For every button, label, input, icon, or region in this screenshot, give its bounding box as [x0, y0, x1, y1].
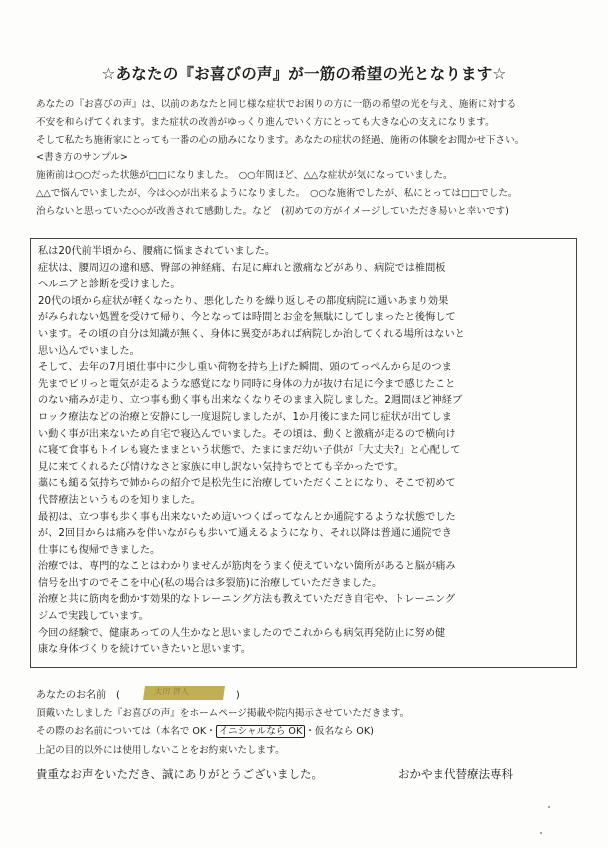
- testimonial-line: そして、去年の7月頃仕事中に少し重い荷物を持ち上げた瞬間、頭のてっぺんから足のつま: [38, 362, 452, 374]
- testimonial-line: に寝て食事もトイレも寝たままという状態で、たまにまだ幼い子供が「大丈夫?」と心配して: [38, 445, 461, 457]
- clinic-name: おかやま代替療法専科: [398, 767, 513, 781]
- intro-line: そして私たち施術家にとっても一番の心の励みになります。あなたの症状の経過、施術の体験をお聞かせ下さい。: [36, 135, 525, 147]
- name-option-suffix: ・仮名なら OK): [305, 726, 374, 737]
- publish-notice: 頂戴いたしました『お喜びの声』をホームページ掲載や院内掲示させていただきます。: [36, 708, 410, 719]
- testimonial-line: 私は20代前半頃から、腰痛に悩まされていました。: [38, 246, 276, 257]
- thanks-message: 貴重なお声をいただき、誠にありがとうございました。: [36, 767, 324, 781]
- intro-line: あなたの『お喜びの声』は、以前のあなたと同じ様な症状でお困りの方に一筋の希望の光を与え、施術に対する: [36, 99, 517, 110]
- name-label: あなたのお名前: [36, 690, 106, 701]
- privacy-notice: 上記の目的以外には使用しないことをお約束いたします。: [36, 745, 285, 756]
- testimonial-line: 藁にも縋る気持ちで姉からの紹介で是松先生に治療していただくことになり、そこで初めて: [38, 478, 456, 490]
- name-paren-open: (: [116, 690, 120, 701]
- testimonial-line: 最初は、立つ事も歩く事も出来ないため這いつくばってなんとか通院するような状態でした: [38, 511, 456, 523]
- testimonial-line: 20代の頃から症状が軽くなったり、悪化したりを繰り返しその都度病院に通いあまり効果: [38, 295, 449, 307]
- name-value: 太田 啓人: [153, 687, 190, 696]
- testimonial-line: 治療と共に筋肉を動かす効果的なトレーニング方法も教えていただき自宅や、トレーニング: [38, 594, 456, 606]
- testimonial-line: がみられない処置を受けて帰り、今となっては時間とお金を無駄にしてしまったと後悔して: [38, 312, 456, 324]
- testimonial-line: のない痛みが走り、立つ事も動く事も出来なくなりそのまま入院しました。2週間ほど神経ブ: [38, 395, 463, 407]
- testimonial-line: 信号を出すのでそこを中心(私の場合は多裂筋)に治療していただきました。: [38, 577, 383, 589]
- name-option-line: [36, 723, 374, 737]
- testimonial-line: 見に来てくれるたび情けなさと家族に申し訳ない気持ちでとても辛かったです。: [38, 461, 404, 473]
- intro-line: 不安を和らげてくれます。また症状の改善がゆっくり進んでいく方にとっても大きな心の支えになります。: [36, 117, 495, 129]
- page-title: ☆あなたの『お喜びの声』が一筋の希望の光となります☆: [101, 65, 507, 83]
- testimonial-line: い動く事が出来ないため自宅で寝込んでいました。その頃は、動くと激痛が走るので横向け: [38, 428, 456, 440]
- testimonial-line: 康な身体づくりを続けていきたいと思います。: [38, 644, 252, 656]
- testimonial-line: 治療では、専門的なことはわかりませんが筋肉をうまく使えていない箇所があると脳が痛み: [38, 561, 456, 573]
- sample-line: 施術前は○○だった状態が□□になりました。 ○○年間ほど、△△な症状が気になっていました。: [36, 169, 453, 181]
- scan-speck: [540, 832, 542, 834]
- testimonial-line: ジムで実践しています。: [38, 611, 149, 623]
- testimonial-line: ヘルニアと診断を受けました。: [38, 279, 181, 291]
- testimonial-line: 先までビリっと電気が走るような感覚になり同時に身体の力が抜け右足に今まで感じたこと: [38, 378, 456, 390]
- name-option-selected: イニシャルなら OK: [216, 725, 305, 738]
- testimonial-line: 仕事にも復帰できました。: [38, 544, 161, 556]
- intro-paragraph: [36, 96, 576, 221]
- name-option-prefix: その際のお名前については（本名で OK・: [36, 726, 216, 737]
- testimonial-line: 思い込んでいました。: [38, 345, 140, 357]
- scan-speck: [548, 806, 550, 808]
- sample-heading: <書き方のサンプル>: [36, 151, 128, 163]
- sample-line: 治らないと思っていた◇◇が改善されて感動した。など (初めての方がイメージしていただき易いと幸いです): [36, 206, 509, 218]
- testimonial-line: 代替療法というものを知りました。: [38, 494, 201, 506]
- name-paren-close: ): [235, 690, 240, 701]
- testimonial-line: います。その頃の自分は知識が無く、身体に異変があれば病院しか治してくれる場所はないと: [38, 328, 465, 340]
- testimonial-text: [38, 244, 572, 659]
- sample-line: △△で悩んでいましたが、今は◇◇が出来るようになりました。 ○○な施術でしたが、私にとっては□□でした。: [36, 188, 518, 200]
- name-field: [36, 684, 240, 701]
- name-redaction-mark: [143, 686, 225, 700]
- testimonial-line: ロック療法などの治療と安静にし一度退院しましたが、1か月後にまた同じ症状が出てしま: [38, 411, 452, 423]
- testimonial-line: 今回の経験で、健康あっての人生かなと思いましたのでこれからも病気再発防止に努め健: [38, 627, 446, 639]
- testimonial-line: が、2回目からは痛みを伴いながらも歩いて通えるようになり、それ以降は普通に通院でき: [38, 528, 452, 540]
- testimonial-line: 症状は、腰周辺の違和感、臀部の神経痛、右足に痺れと激痛などがあり、病院では椎間板: [38, 262, 446, 274]
